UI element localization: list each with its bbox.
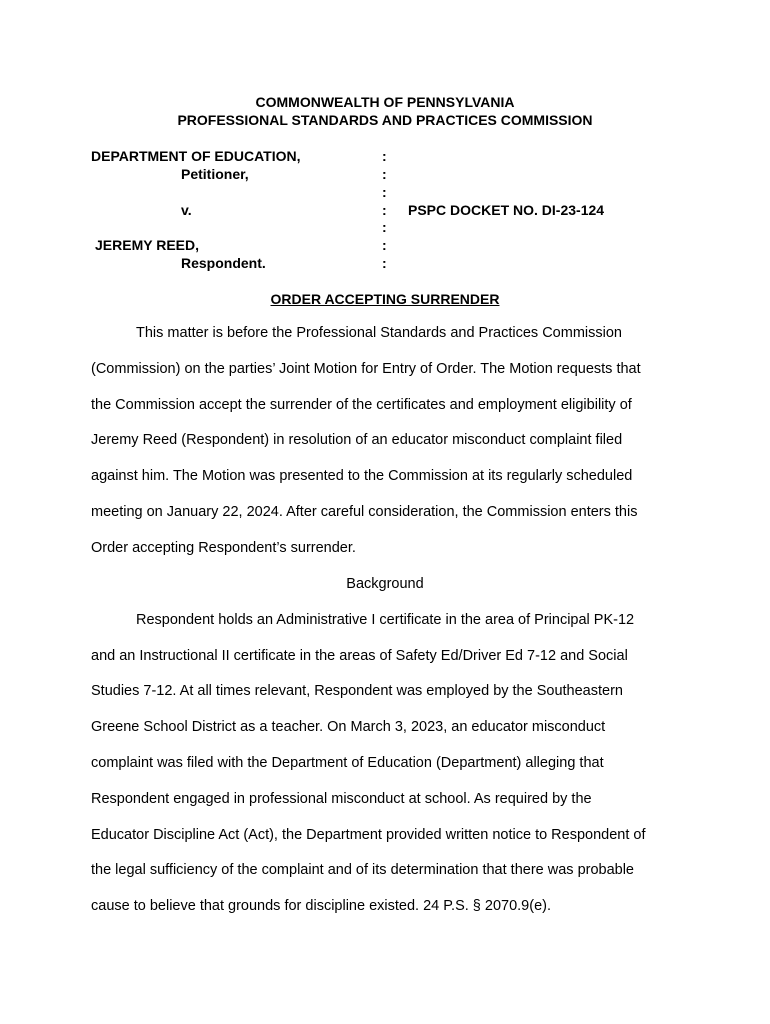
paragraph-line: meeting on January 22, 2024. After careful consideration, the Commission enters this [91, 504, 638, 520]
order-title: ORDER ACCEPTING SURRENDER [270, 291, 500, 307]
petitioner-role: Petitioner, [181, 166, 249, 182]
paragraph-line: the Commission accept the surrender of the certificates and employment eligibility of [91, 397, 632, 413]
caption-colon: : [382, 219, 387, 235]
section-heading: Background [346, 576, 424, 592]
caption-colon: : [382, 202, 387, 218]
paragraph-line: This matter is before the Professional Standards and Practices Commission [136, 325, 622, 341]
paragraph-line: Order accepting Respondent’s surrender. [91, 540, 356, 556]
caption-colon: : [382, 255, 387, 271]
paragraph-line: Greene School District as a teacher. On March 3, 2023, an educator misconduct [91, 719, 606, 735]
paragraph-line: cause to believe that grounds for discipline existed. 24 P.S. § 2070.9(e). [91, 898, 551, 914]
header-line-1: COMMONWEALTH OF PENNSYLVANIA [255, 94, 515, 110]
caption-colon: : [382, 237, 387, 253]
docket-number: PSPC DOCKET NO. DI-23-124 [408, 202, 605, 218]
respondent-role: Respondent. [181, 255, 266, 271]
paragraph-line: the legal sufficiency of the complaint and of its determination that there was probable [91, 862, 634, 878]
caption-colon: : [382, 148, 387, 164]
paragraph-line: Respondent engaged in professional misconduct at school. As required by the [91, 791, 592, 807]
paragraph-line: (Commission) on the parties’ Joint Motion for Entry of Order. The Motion requests that [91, 361, 641, 377]
caption-colon: : [382, 166, 387, 182]
paragraph-line: Educator Discipline Act (Act), the Department provided written notice to Respondent of [91, 827, 646, 843]
versus-label: v. [181, 202, 192, 218]
caption-colon: : [382, 184, 387, 200]
petitioner-name: DEPARTMENT OF EDUCATION, [91, 148, 301, 164]
paragraph-line: and an Instructional II certificate in the areas of Safety Ed/Driver Ed 7-12 and Social [91, 648, 628, 664]
paragraph-line: against him. The Motion was presented to the Commission at its regularly scheduled [91, 468, 633, 484]
respondent-name: JEREMY REED, [95, 237, 199, 253]
header-line-2: PROFESSIONAL STANDARDS AND PRACTICES COMMISSION [177, 112, 593, 128]
paragraph-line: Respondent holds an Administrative I certificate in the area of Principal PK-12 [136, 612, 635, 628]
paragraph-line: Studies 7-12. At all times relevant, Respondent was employed by the Southeastern [91, 683, 623, 699]
paragraph-line: Jeremy Reed (Respondent) in resolution of an educator misconduct complaint filed [91, 432, 623, 448]
paragraph-line: complaint was filed with the Department of Education (Department) alleging that [91, 755, 604, 771]
